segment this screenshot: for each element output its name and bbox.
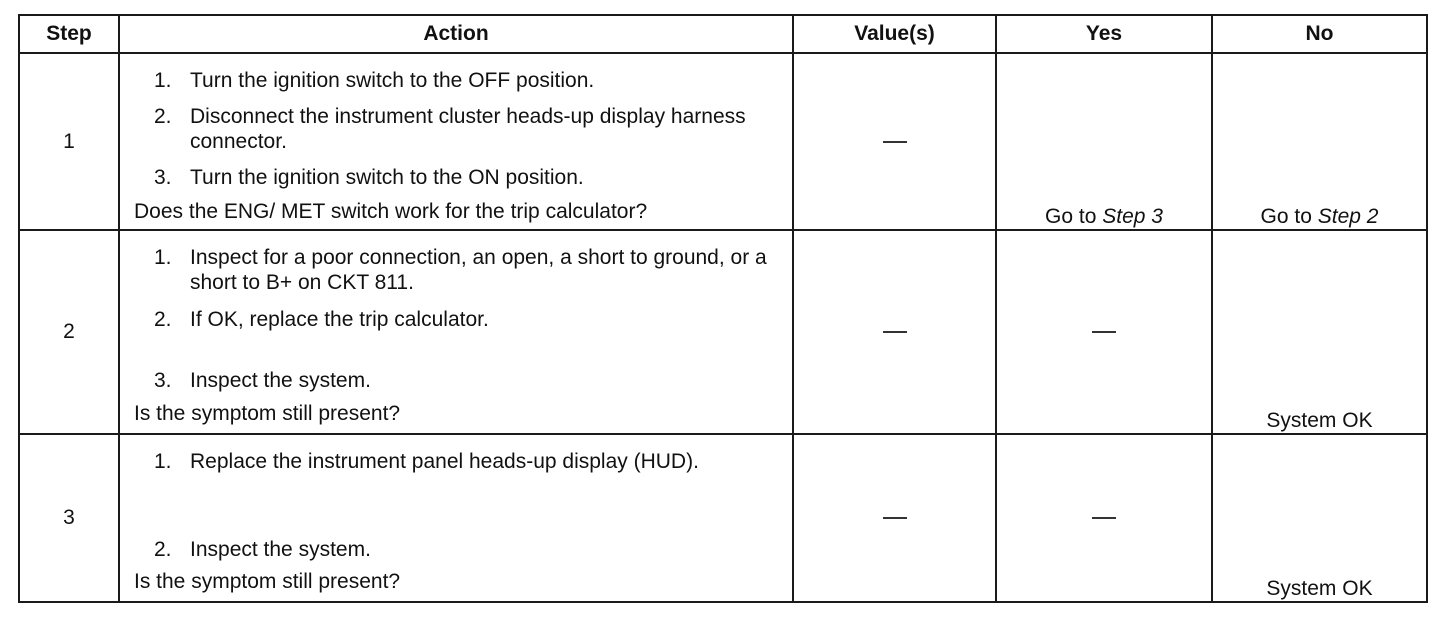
action-item bbox=[154, 307, 772, 332]
header-row bbox=[19, 15, 1427, 53]
item-number: 1. bbox=[154, 69, 172, 92]
dash-mark bbox=[883, 141, 907, 143]
action-item bbox=[154, 449, 772, 474]
yes-cell bbox=[996, 53, 1212, 230]
yes-step-link[interactable]: Step 3 bbox=[1102, 205, 1163, 228]
item-text: Replace the instrument panel heads-up display (HUD). bbox=[190, 450, 699, 473]
step-number: 2 bbox=[19, 230, 119, 434]
item-number: 1. bbox=[154, 246, 172, 269]
dash-mark bbox=[883, 331, 907, 333]
no-cell bbox=[1212, 53, 1427, 230]
item-number: 1. bbox=[154, 450, 172, 473]
value-cell bbox=[793, 230, 996, 434]
no-prefix: Go to bbox=[1260, 205, 1318, 228]
action-item bbox=[154, 165, 772, 190]
table-row bbox=[19, 230, 1427, 434]
item-text: Inspect for a poor connection, an open, a short to ground, or a short to B+ on CKT 811. bbox=[190, 246, 767, 294]
yes-cell bbox=[996, 230, 1212, 434]
action-item bbox=[154, 368, 772, 393]
action-item bbox=[154, 68, 772, 93]
item-number: 2. bbox=[154, 538, 172, 561]
action-cell bbox=[119, 434, 793, 602]
item-text: Turn the ignition switch to the OFF position. bbox=[190, 69, 595, 92]
item-text: If OK, replace the trip calculator. bbox=[190, 308, 489, 331]
action-item bbox=[154, 104, 772, 154]
yes-prefix: Go to bbox=[1045, 205, 1103, 228]
no-cell: System OK bbox=[1212, 434, 1427, 602]
header-action: Action bbox=[119, 15, 793, 53]
action-cell bbox=[119, 53, 793, 230]
item-text: Inspect the system. bbox=[190, 369, 371, 392]
action-item bbox=[154, 245, 772, 295]
step-number: 1 bbox=[19, 53, 119, 230]
header-yes: Yes bbox=[996, 15, 1212, 53]
no-cell: System OK bbox=[1212, 230, 1427, 434]
question-text: Is the symptom still present? bbox=[134, 402, 401, 425]
action-item bbox=[154, 537, 772, 562]
diagnostic-table bbox=[18, 14, 1428, 603]
item-number: 3. bbox=[154, 166, 172, 189]
action-cell bbox=[119, 230, 793, 434]
item-number: 2. bbox=[154, 308, 172, 331]
item-number: 3. bbox=[154, 369, 172, 392]
item-text: Disconnect the instrument cluster heads-up display harness connector. bbox=[190, 105, 746, 153]
item-text: Turn the ignition switch to the ON position. bbox=[190, 166, 584, 189]
header-no: No bbox=[1212, 15, 1427, 53]
header-values: Value(s) bbox=[793, 15, 996, 53]
value-cell bbox=[793, 53, 996, 230]
item-text: Inspect the system. bbox=[190, 538, 371, 561]
table-row bbox=[19, 53, 1427, 230]
question-text: Is the symptom still present? bbox=[134, 570, 401, 593]
no-step-link[interactable]: Step 2 bbox=[1317, 205, 1379, 228]
value-cell bbox=[793, 434, 996, 602]
header-step: Step bbox=[19, 15, 119, 53]
dash-mark bbox=[883, 517, 907, 519]
step-number: 3 bbox=[19, 434, 119, 602]
item-number: 2. bbox=[154, 105, 172, 128]
question-text: Does the ENG/ MET switch work for the trip calculator? bbox=[134, 200, 648, 223]
yes-cell bbox=[996, 434, 1212, 602]
table-row bbox=[19, 434, 1427, 602]
dash-mark bbox=[1092, 331, 1116, 333]
dash-mark bbox=[1092, 517, 1116, 519]
